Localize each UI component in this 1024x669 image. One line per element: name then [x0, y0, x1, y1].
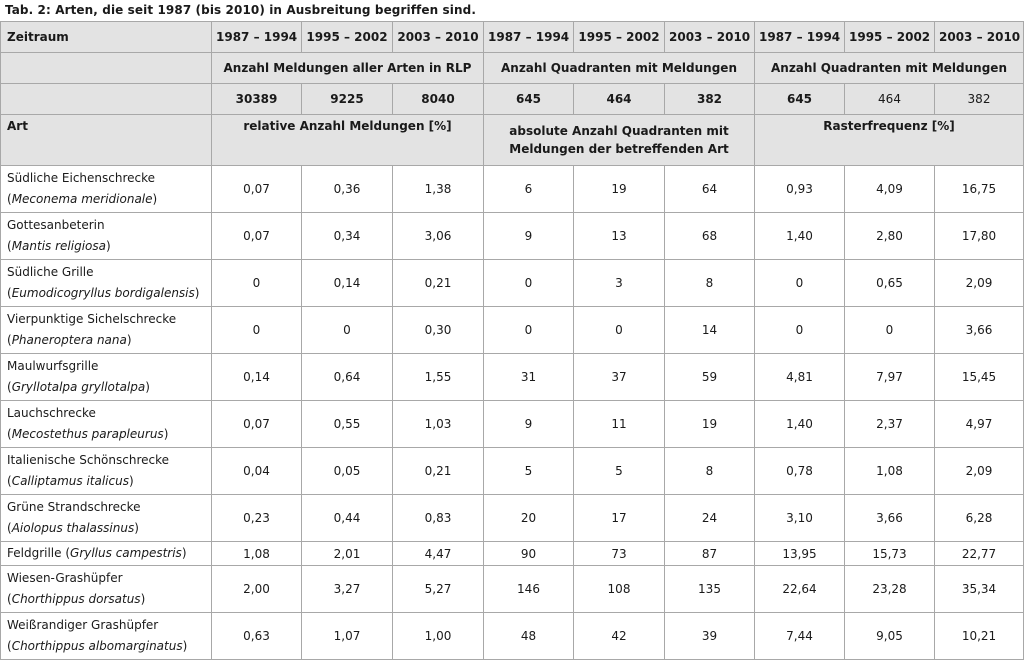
count-cell: 464	[845, 84, 935, 115]
header-count-row	[1, 84, 1024, 115]
value-cell: 0	[484, 260, 574, 307]
value-cell: 0,14	[302, 260, 393, 307]
value-cell: 4,09	[845, 166, 935, 213]
species-name-cell: Wiesen-Grashüpfer (Chorthippus dorsatus)	[1, 566, 212, 613]
species-common-name: Lauchschrecke	[7, 406, 96, 420]
species-common-name: Maulwurfsgrille	[7, 359, 99, 373]
value-cell: 9	[484, 213, 574, 260]
species-scientific-name: Chorthippus dorsatus	[11, 592, 141, 606]
species-name-cell: Südliche Eichenschrecke (Meconema meridionale)	[1, 166, 212, 213]
value-cell: 4,81	[755, 354, 845, 401]
value-cell: 0,14	[212, 354, 302, 401]
period-header: 1995 – 2002	[302, 22, 393, 53]
table-row	[1, 354, 1024, 401]
table-row	[1, 613, 1024, 660]
value-cell: 73	[574, 542, 665, 566]
value-cell: 146	[484, 566, 574, 613]
header-period-row	[1, 22, 1024, 53]
value-cell: 0,21	[393, 448, 484, 495]
value-cell: 68	[665, 213, 755, 260]
value-cell: 0,04	[212, 448, 302, 495]
value-cell: 108	[574, 566, 665, 613]
period-header: 1987 – 1994	[755, 22, 845, 53]
value-cell: 0,44	[302, 495, 393, 542]
value-cell: 3	[574, 260, 665, 307]
value-cell: 22,64	[755, 566, 845, 613]
value-cell: 16,75	[935, 166, 1024, 213]
header-group-row	[1, 53, 1024, 84]
species-common-name: Weißrandiger Grashüpfer	[7, 618, 159, 632]
value-cell: 15,73	[845, 542, 935, 566]
value-cell: 64	[665, 166, 755, 213]
value-cell: 6	[484, 166, 574, 213]
value-cell: 0	[212, 260, 302, 307]
value-cell: 0,93	[755, 166, 845, 213]
value-cell: 20	[484, 495, 574, 542]
value-cell: 4,97	[935, 401, 1024, 448]
species-common-name: Gottesanbeterin	[7, 218, 105, 232]
species-name-cell: Südliche Grille (Eumodicogryllus bordigalensis)	[1, 260, 212, 307]
value-cell: 17	[574, 495, 665, 542]
value-cell: 13,95	[755, 542, 845, 566]
value-cell: 14	[665, 307, 755, 354]
species-name-cell: Feldgrille (Gryllus campestris)	[1, 542, 212, 566]
value-cell: 1,07	[302, 613, 393, 660]
value-cell: 9	[484, 401, 574, 448]
value-cell: 135	[665, 566, 755, 613]
value-cell: 0,63	[212, 613, 302, 660]
value-cell: 22,77	[935, 542, 1024, 566]
value-cell: 11	[574, 401, 665, 448]
period-header: 1995 – 2002	[574, 22, 665, 53]
value-cell: 1,03	[393, 401, 484, 448]
count-cell: 464	[574, 84, 665, 115]
value-cell: 0,23	[212, 495, 302, 542]
period-header: 1987 – 1994	[212, 22, 302, 53]
value-cell: 48	[484, 613, 574, 660]
value-cell: 8	[665, 260, 755, 307]
value-cell: 0	[212, 307, 302, 354]
value-cell: 1,00	[393, 613, 484, 660]
value-cell: 2,09	[935, 260, 1024, 307]
species-name-cell: Italienische Schönschrecke (Calliptamus italicus)	[1, 448, 212, 495]
value-cell: 19	[665, 401, 755, 448]
period-header: 1995 – 2002	[845, 22, 935, 53]
value-cell: 90	[484, 542, 574, 566]
value-cell: 0,07	[212, 401, 302, 448]
period-header: 1987 – 1994	[484, 22, 574, 53]
value-cell: 5	[574, 448, 665, 495]
species-common-name: Südliche Grille	[7, 265, 94, 279]
period-header: 2003 – 2010	[935, 22, 1024, 53]
value-cell: 3,66	[935, 307, 1024, 354]
species-common-name: Vierpunktige Sichelschrecke	[7, 312, 177, 326]
species-scientific-name: Phaneroptera nana	[11, 333, 127, 347]
value-cell: 0,07	[212, 213, 302, 260]
value-cell: 42	[574, 613, 665, 660]
value-cell: 1,08	[845, 448, 935, 495]
value-cell: 1,08	[212, 542, 302, 566]
value-cell: 23,28	[845, 566, 935, 613]
value-cell: 0	[845, 307, 935, 354]
value-cell: 8	[665, 448, 755, 495]
value-cell: 2,80	[845, 213, 935, 260]
table-row	[1, 213, 1024, 260]
zeitraum-label: Zeitraum	[1, 22, 212, 53]
value-cell: 0	[484, 307, 574, 354]
period-header: 2003 – 2010	[393, 22, 484, 53]
value-cell: 87	[665, 542, 755, 566]
table-caption: Tab. 2: Arten, die seit 1987 (bis 2010) in Ausbreitung begriffen sind.	[5, 3, 476, 17]
value-cell: 1,40	[755, 213, 845, 260]
value-cell: 13	[574, 213, 665, 260]
species-scientific-name: Aiolopus thalassinus	[11, 521, 135, 535]
value-cell: 31	[484, 354, 574, 401]
table-row	[1, 166, 1024, 213]
value-cell: 1,38	[393, 166, 484, 213]
value-cell: 39	[665, 613, 755, 660]
species-common-name: Feldgrille	[7, 546, 62, 560]
value-cell: 5,27	[393, 566, 484, 613]
value-cell: 7,44	[755, 613, 845, 660]
value-cell: 0,78	[755, 448, 845, 495]
value-cell: 0	[755, 307, 845, 354]
species-common-name: Wiesen-Grashüpfer	[7, 571, 123, 585]
table-row	[1, 495, 1024, 542]
value-cell: 59	[665, 354, 755, 401]
table-row	[1, 448, 1024, 495]
species-scientific-name: Mecostethus parapleurus	[11, 427, 164, 441]
value-cell: 0,34	[302, 213, 393, 260]
value-cell: 0,64	[302, 354, 393, 401]
value-cell: 2,09	[935, 448, 1024, 495]
value-cell: 0	[755, 260, 845, 307]
value-cell: 0,05	[302, 448, 393, 495]
value-cell: 0,21	[393, 260, 484, 307]
species-scientific-name: Mantis religiosa	[11, 239, 106, 253]
value-cell: 3,06	[393, 213, 484, 260]
value-cell: 0	[574, 307, 665, 354]
value-cell: 0,55	[302, 401, 393, 448]
value-cell: 4,47	[393, 542, 484, 566]
value-cell: 0,36	[302, 166, 393, 213]
value-cell: 0,07	[212, 166, 302, 213]
value-cell: 1,55	[393, 354, 484, 401]
value-cell: 17,80	[935, 213, 1024, 260]
species-table	[0, 21, 1024, 660]
value-cell: 3,10	[755, 495, 845, 542]
art-label: Art	[1, 115, 212, 166]
species-scientific-name: Calliptamus italicus	[11, 474, 129, 488]
count-cell: 382	[935, 84, 1024, 115]
period-header: 2003 – 2010	[665, 22, 755, 53]
species-common-name: Südliche Eichenschrecke	[7, 171, 156, 185]
value-cell: 24	[665, 495, 755, 542]
species-scientific-name: Chorthippus albomarginatus	[11, 639, 183, 653]
value-cell: 1,40	[755, 401, 845, 448]
table-row	[1, 566, 1024, 613]
measure-title: Rasterfrequenz [%]	[755, 115, 1024, 166]
table-row	[1, 401, 1024, 448]
species-name-cell: Maulwurfsgrille (Gryllotalpa gryllotalpa)	[1, 354, 212, 401]
value-cell: 7,97	[845, 354, 935, 401]
value-cell: 5	[484, 448, 574, 495]
count-cell: 8040	[393, 84, 484, 115]
value-cell: 3,27	[302, 566, 393, 613]
value-cell: 3,66	[845, 495, 935, 542]
species-scientific-name: Eumodicogryllus bordigalensis	[11, 286, 195, 300]
value-cell: 0	[302, 307, 393, 354]
group-title: Anzahl Meldungen aller Arten in RLP	[212, 53, 484, 84]
measure-title: absolute Anzahl Quadranten mit Meldungen der betreffenden Art	[484, 115, 755, 166]
group-title: Anzahl Quadranten mit Meldungen	[484, 53, 755, 84]
value-cell: 9,05	[845, 613, 935, 660]
value-cell: 0,30	[393, 307, 484, 354]
value-cell: 37	[574, 354, 665, 401]
value-cell: 2,00	[212, 566, 302, 613]
value-cell: 6,28	[935, 495, 1024, 542]
value-cell: 19	[574, 166, 665, 213]
value-cell: 2,37	[845, 401, 935, 448]
table-row	[1, 260, 1024, 307]
empty-header-cell	[1, 84, 212, 115]
value-cell: 0,65	[845, 260, 935, 307]
count-cell: 645	[755, 84, 845, 115]
species-name-cell: Weißrandiger Grashüpfer (Chorthippus albomarginatus)	[1, 613, 212, 660]
species-name-cell: Grüne Strandschrecke (Aiolopus thalassinus)	[1, 495, 212, 542]
species-scientific-name: Gryllus campestris	[70, 546, 182, 560]
header-art-row	[1, 115, 1024, 166]
species-name-cell: Vierpunktige Sichelschrecke (Phaneroptera nana)	[1, 307, 212, 354]
species-common-name: Italienische Schönschrecke	[7, 453, 170, 467]
count-cell: 382	[665, 84, 755, 115]
count-cell: 30389	[212, 84, 302, 115]
species-common-name: Grüne Strandschrecke	[7, 500, 141, 514]
value-cell: 10,21	[935, 613, 1024, 660]
species-scientific-name: Gryllotalpa gryllotalpa	[11, 380, 146, 394]
species-scientific-name: Meconema meridionale	[11, 192, 153, 206]
group-title: Anzahl Quadranten mit Meldungen	[755, 53, 1024, 84]
table-row	[1, 542, 1024, 566]
species-name-cell: Gottesanbeterin (Mantis religiosa)	[1, 213, 212, 260]
count-cell: 9225	[302, 84, 393, 115]
table-row	[1, 307, 1024, 354]
value-cell: 35,34	[935, 566, 1024, 613]
value-cell: 0,83	[393, 495, 484, 542]
empty-header-cell	[1, 53, 212, 84]
value-cell: 2,01	[302, 542, 393, 566]
measure-title: relative Anzahl Meldungen [%]	[212, 115, 484, 166]
count-cell: 645	[484, 84, 574, 115]
species-name-cell: Lauchschrecke (Mecostethus parapleurus)	[1, 401, 212, 448]
value-cell: 15,45	[935, 354, 1024, 401]
